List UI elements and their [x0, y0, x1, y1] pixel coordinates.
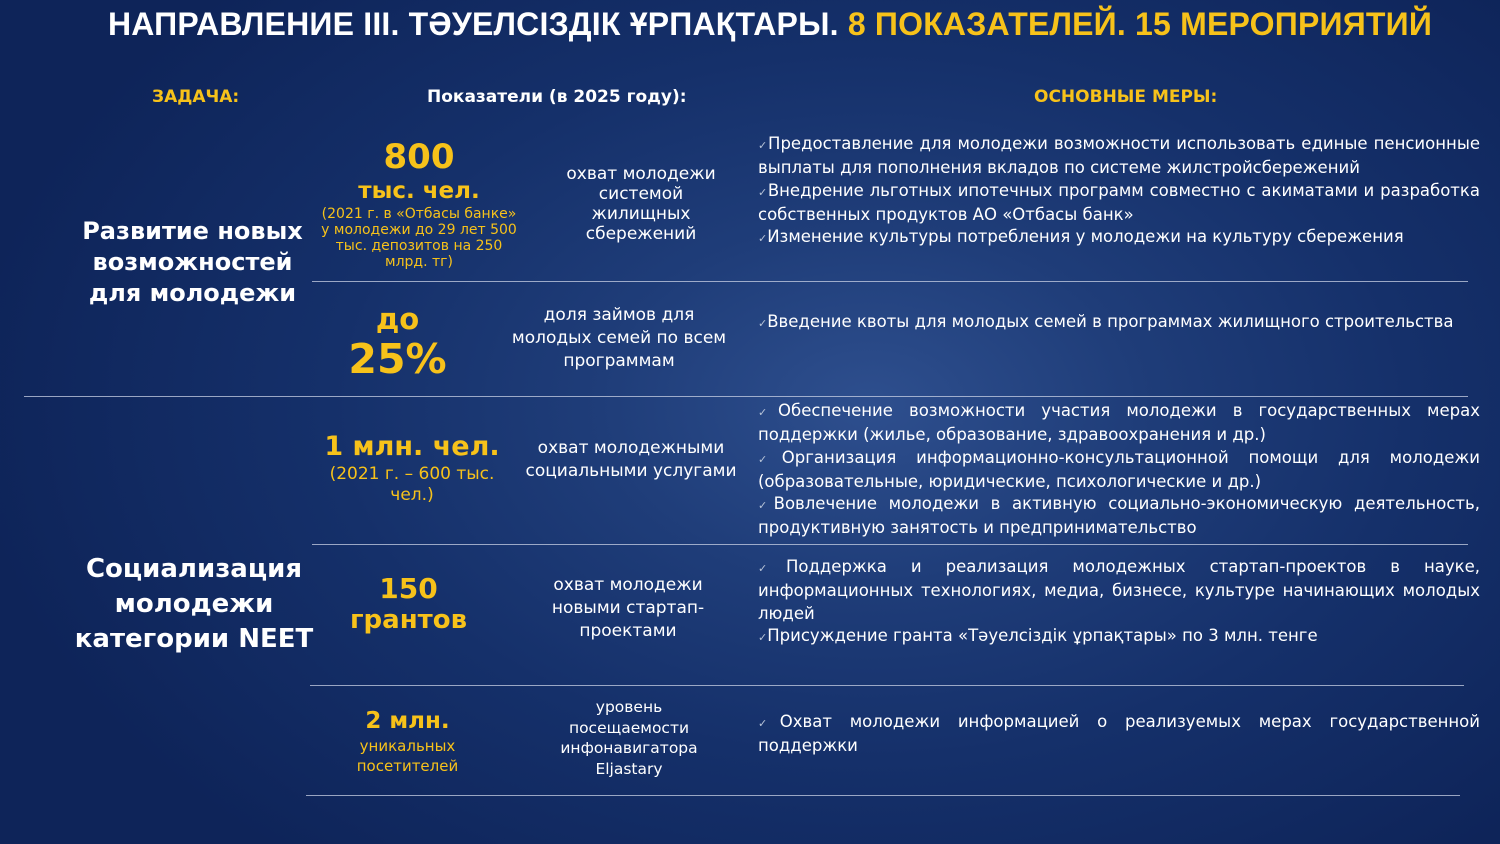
- indicator-value-loans: [330, 302, 465, 382]
- row-divider: [312, 544, 1468, 545]
- header-indicators: Показатели (в 2025 году):: [427, 87, 687, 107]
- indicator-note: (2021 г. – 600 тыс. чел.): [329, 464, 495, 505]
- measures-list-social-services: [758, 400, 1480, 540]
- checkmark-icon: ✓: [758, 232, 768, 246]
- measures-list-savings: [758, 133, 1480, 250]
- checkmark-icon: ✓: [758, 630, 768, 644]
- indicator-description: охват молодежи новыми стартап-проектами: [551, 575, 705, 641]
- checkmark-icon: ✓: [758, 317, 768, 330]
- indicator-unit: тыс. чел.: [358, 178, 480, 204]
- measure-item: ✓Предоставление для молодежи возможности использовать единые пенсионные выплаты для пополнения вкладов по системе жилстройсбережений: [758, 134, 1480, 178]
- indicator-description: охват молодежи системой жилищных сбережений: [566, 164, 716, 244]
- indicator-prefix: до: [375, 302, 420, 336]
- indicator-value-savings: [318, 138, 520, 270]
- row-divider: [312, 281, 1468, 282]
- measure-item: ✓Поддержка и реализация молодежных стартап-проектов в науке, информационных технологиях, медиа, бизнесе, культуре начинающих молодых людей: [758, 557, 1480, 623]
- indicator-value-social-services: [318, 430, 506, 506]
- checkmark-icon: ✓: [758, 139, 769, 152]
- measure-item: ✓Введение квоты для молодых семей в программах жилищного строительства: [758, 312, 1454, 331]
- indicator-number: 25%: [348, 335, 447, 383]
- indicator-value-grants: [336, 572, 481, 636]
- indicator-note: (2021 г. в «Отбасы банке» у молодежи до 29 лет 500 тыс. депозитов на 250 млрд. тг): [321, 206, 517, 270]
- checkmark-icon: ✓: [758, 406, 779, 419]
- measure-item: ✓Присуждение гранта «Тәуелсіздік ұрпақтары» по 3 млн. тенге: [758, 625, 1318, 645]
- measures-list-grants: [758, 556, 1480, 649]
- indicator-number: 1 млн. чел.: [324, 431, 500, 462]
- indicator-description: охват молодежными социальными услугами: [525, 438, 737, 481]
- header-task: ЗАДАЧА:: [152, 87, 240, 107]
- indicator-number: 2 млн.: [365, 708, 450, 734]
- indicator-number: 150: [379, 572, 438, 605]
- measures-list-loans: [758, 311, 1480, 335]
- task-neet-socialization: Социализация молодежи категории NEET: [74, 554, 314, 654]
- indicator-value-visitors: [345, 706, 470, 776]
- indicator-unit: грантов: [349, 605, 468, 635]
- task-youth-opportunities: Развитие новых возможностей для молодежи: [82, 217, 303, 307]
- indicator-description: доля займов для молодых семей по всем программам: [511, 305, 727, 371]
- header-measures: ОСНОВНЫЕ МЕРЫ:: [1034, 87, 1218, 107]
- row-divider: [310, 685, 1464, 686]
- measure-item: ✓Организация информационно-консультационной помощи для молодежи (образовательные, юридические, психологические и др.): [758, 447, 1480, 491]
- checkmark-icon: ✓: [758, 185, 768, 199]
- measure-item: ✓Изменение культуры потребления у молодежи на культуру сбережения: [758, 227, 1404, 247]
- measures-list-infonavigator: [758, 711, 1480, 758]
- measure-item: ✓Охват молодежи информацией о реализуемых мерах государственной поддержки: [758, 712, 1480, 756]
- section-divider: [24, 396, 1468, 397]
- measure-item: ✓Обеспечение возможности участия молодежи в государственных мерах поддержки (жилье, образование, здравоохранения и др.): [758, 401, 1480, 445]
- title-part-direction: НАПРАВЛЕНИЕ III. ТӘУЕЛСІЗДІК ҰРПАҚТАРЫ.: [107, 6, 839, 42]
- checkmark-icon: ✓: [758, 452, 782, 466]
- measure-item: ✓Внедрение льготных ипотечных программ совместно с акиматами и разработка собственных продуктов АО «Отбасы банк»: [758, 180, 1480, 224]
- title-part-counts: 8 ПОКАЗАТЕЛЕЙ. 15 МЕРОПРИЯТИЙ: [847, 6, 1433, 42]
- indicator-note: уникальных посетителей: [356, 737, 459, 775]
- row-divider: [306, 795, 1460, 796]
- checkmark-icon: ✓: [758, 562, 786, 575]
- measure-item: ✓Вовлечение молодежи в активную социально-экономическую деятельность, продуктивную занятость и предпринимательство: [758, 494, 1481, 538]
- checkmark-icon: ✓: [758, 499, 774, 513]
- indicator-description: уровень посещаемости инфонавигатора Eljastary: [560, 698, 698, 778]
- indicator-number: 800: [383, 137, 455, 177]
- checkmark-icon: ✓: [758, 717, 780, 730]
- page-title: [0, 6, 1500, 43]
